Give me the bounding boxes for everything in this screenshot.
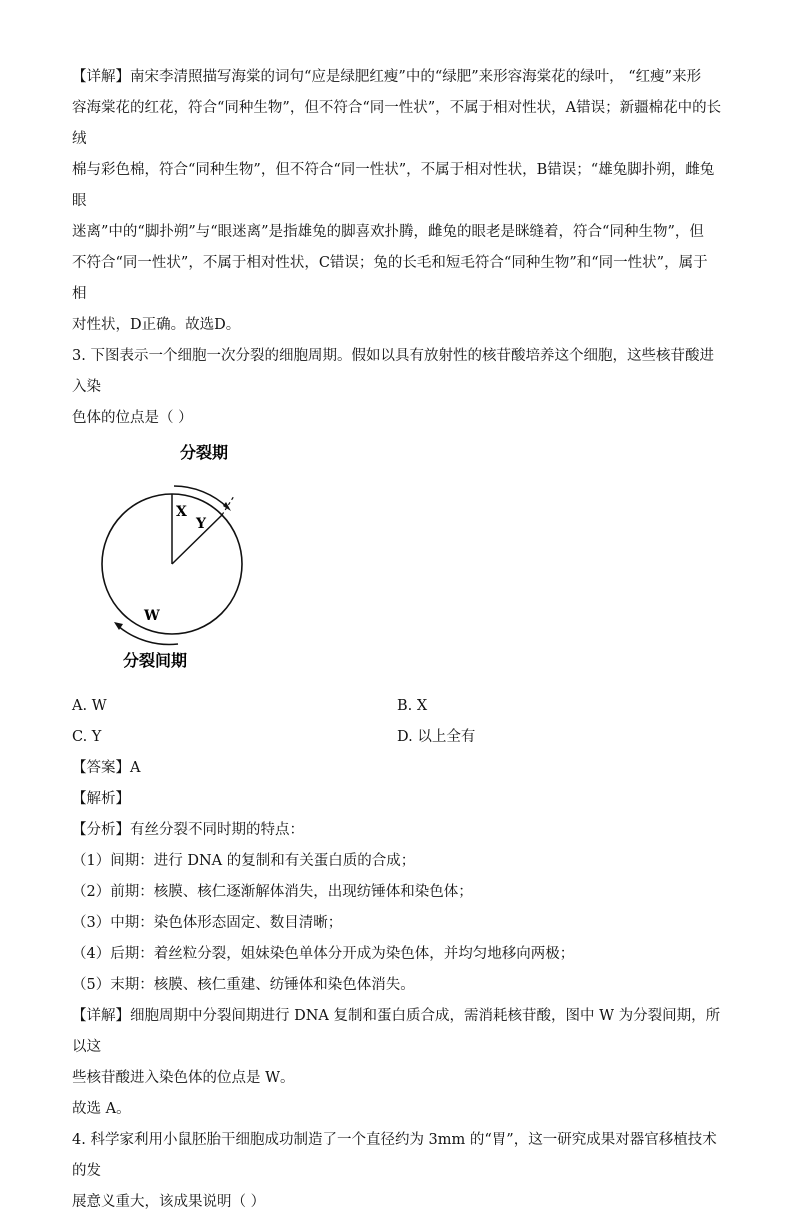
phase-item: （5）末期：核膜、核仁重建、纺锤体和染色体消失。 bbox=[72, 977, 415, 993]
option-a[interactable]: A. W bbox=[72, 698, 107, 714]
phase-item: （3）中期：染色体形态固定、数目清晰； bbox=[72, 915, 343, 931]
text-line: 【详解】南宋李清照描写海棠的词句“应是绿肥红瘦”中的“绿肥”来形容海棠花的绿叶， “红瘦”来形 bbox=[72, 69, 702, 85]
text-line: 容海棠花的红花，符合“同种生物”，但不符合“同一性状”，不属于相对性状，A错误；新疆棉花中的长绒 bbox=[72, 100, 722, 147]
option-d[interactable]: D. 以上全有 bbox=[397, 729, 476, 745]
detail-line: 【详解】细胞周期中分裂间期进行 DNA 复制和蛋白质合成，需消耗核苷酸，图中 W 为分裂间期，所以这 bbox=[72, 1008, 721, 1055]
option-b[interactable]: B. X bbox=[397, 698, 428, 714]
text-line: 对性状，D正确。故选D。 bbox=[72, 317, 241, 333]
answer-options bbox=[72, 691, 722, 753]
cell-cycle-figure bbox=[88, 434, 268, 684]
q2-explanation bbox=[72, 62, 722, 341]
answer-line: 【答案】A bbox=[72, 760, 141, 776]
label-y: Y bbox=[196, 516, 206, 532]
text-line: 棉与彩色棉，符合“同种生物”，但不符合“同一性状”，不属于相对性状，B错误；“雄兔脚扑朔，雌兔眼 bbox=[72, 162, 715, 209]
analysis-intro: 【分析】有丝分裂不同时期的特点： bbox=[72, 822, 304, 838]
analysis-heading: 【解析】 bbox=[72, 791, 130, 807]
phase-list bbox=[72, 846, 722, 1001]
detail-line: 些核苷酸进入染色体的位点是 W。 bbox=[72, 1070, 295, 1086]
question-stem-line: 色体的位点是（ ） bbox=[72, 410, 193, 426]
option-c[interactable]: C. Y bbox=[72, 729, 102, 745]
phase-item: （2）前期：核膜、核仁逐渐解体消失，出现纺锤体和染色体； bbox=[72, 884, 473, 900]
label-interphase: 分裂间期 bbox=[123, 651, 188, 670]
question-stem-line: 3. 下图表示一个细胞一次分裂的细胞周期。假如以具有放射性的核苷酸培养这个细胞，这些核苷酸进入染 bbox=[72, 348, 714, 395]
question-3 bbox=[72, 341, 722, 1125]
document-page bbox=[72, 62, 722, 1218]
phase-item: （4）后期：着丝粒分裂，姐妹染色单体分开成为染色体，并均匀地移向两极； bbox=[72, 946, 575, 962]
question-4 bbox=[72, 1125, 722, 1218]
question-stem-line: 4. 科学家利用小鼠胚胎干细胞成功制造了一个直径约为 3mm 的“胃”，这一研究成果对器官移植技术的发 bbox=[72, 1132, 717, 1179]
label-w: W bbox=[144, 608, 160, 624]
cell-cycle-diagram bbox=[72, 434, 722, 689]
phase-item: （1）间期：进行 DNA 的复制和有关蛋白质的合成； bbox=[72, 853, 416, 869]
interphase-arc bbox=[118, 626, 178, 644]
question-stem-line: 展意义重大，该成果说明（ ） bbox=[72, 1194, 266, 1210]
label-x: X bbox=[176, 504, 187, 520]
text-line: 不符合“同一性状”，不属于相对性状，C错误；兔的长毛和短毛符合“同种生物”和“同一性状”，属于相 bbox=[72, 255, 708, 302]
detail-line: 故选 A。 bbox=[72, 1101, 131, 1117]
label-mitosis: 分裂期 bbox=[180, 443, 229, 462]
text-line: 迷离”中的“脚扑朔”与“眼迷离”是指雄兔的脚喜欢扑腾，雌兔的眼老是眯缝着，符合“同种生物”，但 bbox=[72, 224, 704, 240]
